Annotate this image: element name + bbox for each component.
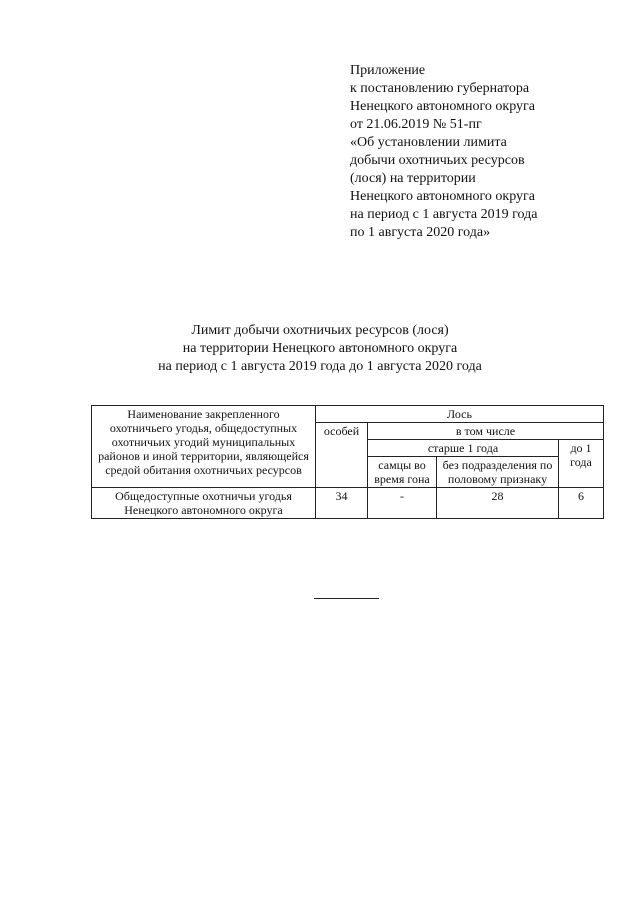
header-males-rut: самцы во время гона: [368, 457, 437, 488]
title-line: Лимит добычи охотничьих ресурсов (лося): [191, 323, 449, 338]
appendix-line: по 1 августа 2020 года»: [350, 225, 491, 240]
appendix-line: добычи охотничьих ресурсов: [350, 153, 525, 168]
appendix-line: на период с 1 августа 2019 года: [350, 207, 538, 222]
appendix-line: Ненецкого автономного округа: [350, 99, 535, 114]
header-including: в том числе: [368, 423, 604, 440]
appendix-line: от 21.06.2019 № 51-пг: [350, 117, 482, 132]
cell-males-rut: -: [368, 488, 437, 519]
header-species: Лось: [316, 406, 604, 423]
header-under-1-year: до 1 года: [559, 440, 604, 488]
header-territory-name: Наименование закрепленного охотничьего угодья, общедоступных охотничьих угодий муниципальных районов и иной территории, являющейся средой обитания охотничьих ресурсов: [92, 406, 316, 488]
appendix-line: к постановлению губернатора: [350, 81, 530, 96]
table-row: [92, 488, 604, 519]
end-divider-line: [314, 598, 379, 599]
cell-under-1-year: 6: [559, 488, 604, 519]
cell-no-sex-division: 28: [437, 488, 559, 519]
appendix-line: «Об установлении лимита: [350, 135, 507, 150]
appendix-line: (лося) на территории: [350, 171, 476, 186]
cell-territory-name: Общедоступные охотничьи угодья Ненецкого автономного округа: [92, 488, 316, 519]
appendix-line: Приложение: [350, 63, 426, 78]
appendix-line: Ненецкого автономного округа: [350, 189, 535, 204]
cell-total: 34: [316, 488, 368, 519]
header-total: особей: [316, 423, 368, 488]
appendix-header: [350, 62, 610, 242]
header-older-than-1-year: старше 1 года: [368, 440, 559, 457]
header-no-sex-division: без подразделения по половому признаку: [437, 457, 559, 488]
title-line: на территории Ненецкого автономного округа: [182, 341, 458, 356]
limit-table: [91, 405, 604, 519]
document-title: [0, 322, 640, 376]
title-line: на период с 1 августа 2019 года до 1 августа 2020 года: [158, 359, 482, 374]
